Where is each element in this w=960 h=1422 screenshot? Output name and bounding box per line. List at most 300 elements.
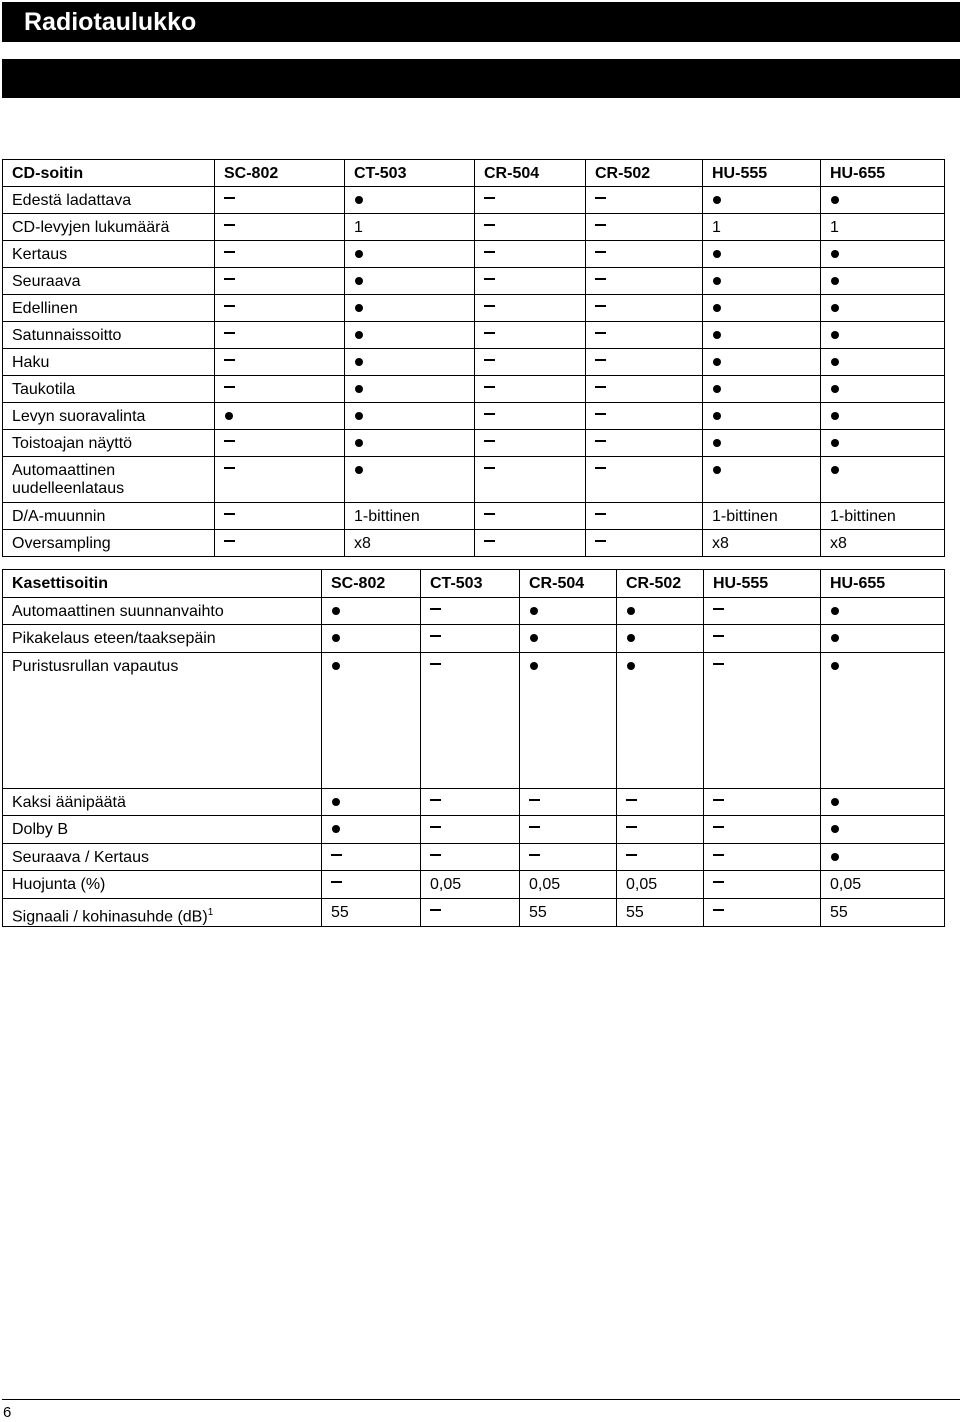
cell-value: 1 xyxy=(345,214,475,241)
cell-yes xyxy=(821,187,945,214)
dash-icon xyxy=(484,359,495,361)
cell-no xyxy=(704,871,821,899)
dash-icon xyxy=(484,332,495,334)
cell-yes xyxy=(322,597,421,625)
row-label xyxy=(3,625,322,653)
cell-no xyxy=(586,530,703,557)
cell-yes xyxy=(821,457,945,503)
row-label-text: Pikakelaus eteen/taaksepäin xyxy=(12,630,216,647)
table-title: Kasettisoitin xyxy=(3,570,322,598)
dash-icon xyxy=(430,854,441,856)
dash-icon xyxy=(484,224,495,226)
cell-yes xyxy=(345,241,475,268)
dot-icon xyxy=(831,304,839,312)
column-header: HU-655 xyxy=(821,160,945,187)
cell-no xyxy=(520,788,617,816)
cell-yes xyxy=(703,295,821,322)
cell-yes xyxy=(821,322,945,349)
row-label xyxy=(3,843,322,871)
cell-no xyxy=(704,843,821,871)
page-title: Radiotaulukko xyxy=(24,8,197,36)
row-label-text: Seuraava xyxy=(12,273,81,290)
row-label xyxy=(3,503,215,530)
dash-icon xyxy=(224,513,235,515)
dash-icon xyxy=(224,305,235,307)
dash-icon xyxy=(529,826,540,828)
table-row xyxy=(3,349,945,376)
row-label xyxy=(3,376,215,403)
dot-icon xyxy=(627,662,635,670)
cell-no xyxy=(421,843,520,871)
cell-no xyxy=(421,652,520,788)
dash-icon xyxy=(713,635,724,637)
cell-no xyxy=(475,295,586,322)
cell-yes xyxy=(703,187,821,214)
dot-icon xyxy=(713,385,721,393)
dash-icon xyxy=(484,413,495,415)
row-label-text: D/A-muunnin xyxy=(12,508,106,525)
header-row xyxy=(3,160,945,187)
dash-icon xyxy=(224,197,235,199)
dash-icon xyxy=(430,909,441,911)
table-title: CD-soitin xyxy=(3,160,215,187)
column-header: CR-504 xyxy=(475,160,586,187)
cell-yes xyxy=(821,376,945,403)
cell-no xyxy=(215,457,345,503)
cell-yes xyxy=(322,652,421,788)
cell-yes xyxy=(345,322,475,349)
row-label-text: Edestä ladattava xyxy=(12,192,132,209)
cell-value: 1-bittinen xyxy=(345,503,475,530)
cell-yes xyxy=(520,625,617,653)
dot-icon xyxy=(530,634,538,642)
dash-icon xyxy=(224,359,235,361)
cell-value: 1 xyxy=(821,214,945,241)
column-header: HU-555 xyxy=(703,160,821,187)
dot-icon xyxy=(831,412,839,420)
dot-icon xyxy=(831,385,839,393)
dot-icon xyxy=(713,439,721,447)
row-label xyxy=(3,241,215,268)
cell-value: 1-bittinen xyxy=(821,503,945,530)
column-header: SC-802 xyxy=(322,570,421,598)
dash-icon xyxy=(595,359,606,361)
dot-icon xyxy=(355,196,363,204)
cell-yes xyxy=(345,457,475,503)
dash-icon xyxy=(484,251,495,253)
row-label-text: Oversampling xyxy=(12,535,111,552)
cell-no xyxy=(215,187,345,214)
row-label xyxy=(3,430,215,457)
dash-icon xyxy=(595,305,606,307)
row-label-text: Automaattinen suunnanvaihto xyxy=(12,602,224,620)
cell-yes xyxy=(821,268,945,295)
table-row xyxy=(3,530,945,557)
dot-icon xyxy=(831,634,839,642)
cell-yes xyxy=(703,349,821,376)
cell-yes xyxy=(703,322,821,349)
dot-icon xyxy=(355,358,363,366)
dot-icon xyxy=(831,825,839,833)
cell-yes xyxy=(345,403,475,430)
cd-player-table xyxy=(2,159,945,557)
dash-icon xyxy=(484,467,495,469)
row-label xyxy=(3,652,322,788)
dash-icon xyxy=(595,386,606,388)
cell-no xyxy=(475,457,586,503)
dot-icon xyxy=(831,607,839,615)
dot-icon xyxy=(831,250,839,258)
dash-icon xyxy=(713,826,724,828)
cell-no xyxy=(215,349,345,376)
cell-value: 0,05 xyxy=(520,871,617,899)
table-row xyxy=(3,843,945,871)
dot-icon xyxy=(332,607,340,615)
table-row xyxy=(3,241,945,268)
dash-icon xyxy=(430,799,441,801)
cell-yes xyxy=(345,268,475,295)
cell-yes xyxy=(821,625,945,653)
row-label-text: Kaksi äänipäätä xyxy=(12,793,126,811)
dash-icon xyxy=(484,440,495,442)
cell-no xyxy=(421,898,520,926)
dot-icon xyxy=(355,331,363,339)
cell-no xyxy=(421,788,520,816)
cell-no xyxy=(586,322,703,349)
row-label xyxy=(3,597,322,625)
cell-no xyxy=(322,843,421,871)
table-row xyxy=(3,503,945,530)
table-row xyxy=(3,214,945,241)
cell-no xyxy=(475,187,586,214)
cell-yes xyxy=(821,403,945,430)
dot-icon xyxy=(332,634,340,642)
row-label-text: Kertaus xyxy=(12,246,68,263)
dash-icon xyxy=(224,224,235,226)
cell-no xyxy=(586,430,703,457)
cell-no xyxy=(586,268,703,295)
dot-icon xyxy=(332,662,340,670)
dot-icon xyxy=(713,196,721,204)
row-label-text: Dolby B xyxy=(12,821,69,838)
cell-yes xyxy=(821,295,945,322)
cell-no xyxy=(520,843,617,871)
row-label-text: Satunnaissoitto xyxy=(12,327,122,344)
cell-yes xyxy=(703,268,821,295)
row-label-text: Puristusrullan vapautus xyxy=(12,657,179,675)
cell-yes xyxy=(617,652,704,788)
cell-no xyxy=(617,788,704,816)
row-label xyxy=(3,295,215,322)
table-row xyxy=(3,268,945,295)
cell-no xyxy=(586,187,703,214)
dash-icon xyxy=(224,251,235,253)
header-row xyxy=(3,570,945,598)
cell-value: x8 xyxy=(703,530,821,557)
dot-icon xyxy=(355,466,363,474)
row-label xyxy=(3,457,215,503)
cell-value: 55 xyxy=(617,898,704,926)
column-header: CR-504 xyxy=(520,570,617,598)
cell-no xyxy=(215,295,345,322)
row-label-text: Levyn suoravalinta xyxy=(12,408,146,425)
column-header: SC-802 xyxy=(215,160,345,187)
dash-icon xyxy=(430,635,441,637)
cell-yes xyxy=(821,652,945,788)
column-header: HU-655 xyxy=(821,570,945,598)
row-label xyxy=(3,268,215,295)
dash-icon xyxy=(713,854,724,856)
dot-icon xyxy=(355,304,363,312)
row-label-text: CD-levyjen lukumäärä xyxy=(12,219,170,236)
dot-icon xyxy=(530,662,538,670)
cell-no xyxy=(475,349,586,376)
dash-icon xyxy=(595,224,606,226)
cell-value: 55 xyxy=(520,898,617,926)
dot-icon xyxy=(332,825,340,833)
header-band xyxy=(2,59,960,98)
dash-icon xyxy=(484,540,495,542)
table-row xyxy=(3,403,945,430)
table-row xyxy=(3,788,945,816)
row-label xyxy=(3,349,215,376)
cell-value: x8 xyxy=(821,530,945,557)
cell-no xyxy=(586,349,703,376)
cell-yes xyxy=(345,430,475,457)
dot-icon xyxy=(831,466,839,474)
dash-icon xyxy=(529,799,540,801)
column-header: CR-502 xyxy=(617,570,704,598)
dash-icon xyxy=(626,799,637,801)
dash-icon xyxy=(713,608,724,610)
cell-no xyxy=(586,457,703,503)
table-row xyxy=(3,187,945,214)
table-row xyxy=(3,597,945,625)
cell-no xyxy=(421,597,520,625)
cell-no xyxy=(475,241,586,268)
dash-icon xyxy=(626,826,637,828)
dash-icon xyxy=(529,854,540,856)
dot-icon xyxy=(332,798,340,806)
column-header: CT-503 xyxy=(421,570,520,598)
column-header: CR-502 xyxy=(586,160,703,187)
cell-no xyxy=(475,214,586,241)
dot-icon xyxy=(355,277,363,285)
cell-no xyxy=(586,403,703,430)
table-row xyxy=(3,430,945,457)
cell-yes xyxy=(703,376,821,403)
dot-icon xyxy=(713,358,721,366)
dash-icon xyxy=(224,332,235,334)
cell-yes xyxy=(703,403,821,430)
table-row xyxy=(3,816,945,844)
row-label-text: Haku xyxy=(12,354,50,371)
cell-no xyxy=(617,843,704,871)
cell-no xyxy=(215,376,345,403)
dash-icon xyxy=(224,278,235,280)
cell-yes xyxy=(617,597,704,625)
dot-icon xyxy=(530,607,538,615)
dot-icon xyxy=(713,466,721,474)
cell-no xyxy=(421,625,520,653)
title-bar xyxy=(2,2,960,42)
cell-no xyxy=(421,816,520,844)
cell-no xyxy=(322,871,421,899)
cell-no xyxy=(215,241,345,268)
table-row xyxy=(3,457,945,503)
dot-icon xyxy=(831,358,839,366)
dash-icon xyxy=(595,440,606,442)
cell-yes xyxy=(345,295,475,322)
row-label xyxy=(3,403,215,430)
dash-icon xyxy=(224,540,235,542)
dash-icon xyxy=(484,197,495,199)
cell-value: 0,05 xyxy=(617,871,704,899)
row-label-text: Seuraava / Kertaus xyxy=(12,848,149,866)
dash-icon xyxy=(713,881,724,883)
cell-yes xyxy=(345,349,475,376)
cell-no xyxy=(704,816,821,844)
dot-icon xyxy=(627,634,635,642)
dash-icon xyxy=(595,413,606,415)
dash-icon xyxy=(224,386,235,388)
row-label-text: Taukotila xyxy=(12,381,76,398)
dot-icon xyxy=(831,196,839,204)
row-label xyxy=(3,530,215,557)
dot-icon xyxy=(355,439,363,447)
dash-icon xyxy=(713,909,724,911)
row-label-text: Signaali / kohinasuhde (dB) xyxy=(12,907,208,925)
row-label-text: Automaattinen uudelleenlataus xyxy=(12,462,125,497)
cell-yes xyxy=(520,597,617,625)
cell-no xyxy=(215,268,345,295)
cell-no xyxy=(215,322,345,349)
row-label-text: Edellinen xyxy=(12,300,78,317)
dash-icon xyxy=(595,467,606,469)
table-row xyxy=(3,295,945,322)
cell-no xyxy=(475,503,586,530)
cell-yes xyxy=(703,241,821,268)
dash-icon xyxy=(595,278,606,280)
cell-value: 0,05 xyxy=(821,871,945,899)
dot-icon xyxy=(355,412,363,420)
dash-icon xyxy=(595,332,606,334)
footnote-marker: 1 xyxy=(207,906,214,918)
dot-icon xyxy=(831,331,839,339)
column-header: CT-503 xyxy=(345,160,475,187)
row-label xyxy=(3,214,215,241)
row-label xyxy=(3,816,322,844)
row-label xyxy=(3,322,215,349)
cell-yes xyxy=(821,597,945,625)
cell-no xyxy=(704,625,821,653)
dot-icon xyxy=(831,277,839,285)
dot-icon xyxy=(831,439,839,447)
dash-icon xyxy=(430,663,441,665)
dot-icon xyxy=(713,412,721,420)
cell-no xyxy=(475,268,586,295)
dot-icon xyxy=(831,853,839,861)
page-number: 6 xyxy=(3,1404,12,1421)
cell-yes xyxy=(617,625,704,653)
cell-yes xyxy=(520,652,617,788)
cell-no xyxy=(704,597,821,625)
cell-value: 0,05 xyxy=(421,871,520,899)
cell-no xyxy=(475,322,586,349)
row-label xyxy=(3,187,215,214)
cell-no xyxy=(475,530,586,557)
dot-icon xyxy=(831,798,839,806)
dash-icon xyxy=(595,251,606,253)
cell-no xyxy=(704,788,821,816)
dot-icon xyxy=(355,385,363,393)
dot-icon xyxy=(831,662,839,670)
table-row xyxy=(3,376,945,403)
dash-icon xyxy=(595,513,606,515)
cell-value: x8 xyxy=(345,530,475,557)
cell-no xyxy=(586,214,703,241)
cell-yes xyxy=(821,349,945,376)
dash-icon xyxy=(626,854,637,856)
dash-icon xyxy=(430,608,441,610)
dot-icon xyxy=(713,304,721,312)
cell-no xyxy=(586,376,703,403)
cell-no xyxy=(215,530,345,557)
cell-no xyxy=(704,898,821,926)
dash-icon xyxy=(713,663,724,665)
row-label xyxy=(3,871,322,899)
dot-icon xyxy=(355,250,363,258)
row-label xyxy=(3,898,322,926)
dot-icon xyxy=(713,277,721,285)
dot-icon xyxy=(225,412,233,420)
cell-no xyxy=(617,816,704,844)
row-label-text: Toistoajan näyttö xyxy=(12,435,133,452)
table-row xyxy=(3,322,945,349)
cell-no xyxy=(475,430,586,457)
footer-rule xyxy=(2,1399,960,1400)
cassette-player-table xyxy=(2,569,945,927)
dash-icon xyxy=(224,467,235,469)
dash-icon xyxy=(430,826,441,828)
cell-yes xyxy=(821,241,945,268)
cell-yes xyxy=(215,403,345,430)
cell-yes xyxy=(345,187,475,214)
cell-no xyxy=(475,403,586,430)
dash-icon xyxy=(595,197,606,199)
cell-no xyxy=(586,241,703,268)
dot-icon xyxy=(713,250,721,258)
table-row xyxy=(3,898,945,926)
cell-no xyxy=(215,503,345,530)
dash-icon xyxy=(484,386,495,388)
cell-yes xyxy=(322,625,421,653)
cell-yes xyxy=(322,816,421,844)
cell-value: 55 xyxy=(322,898,421,926)
cell-no xyxy=(586,295,703,322)
dot-icon xyxy=(713,331,721,339)
cell-value: 55 xyxy=(821,898,945,926)
dash-icon xyxy=(484,513,495,515)
cell-yes xyxy=(703,457,821,503)
cell-yes xyxy=(821,816,945,844)
cell-yes xyxy=(821,843,945,871)
cell-yes xyxy=(821,430,945,457)
table-row xyxy=(3,871,945,899)
cell-no xyxy=(704,652,821,788)
dash-icon xyxy=(331,881,342,883)
dash-icon xyxy=(224,440,235,442)
